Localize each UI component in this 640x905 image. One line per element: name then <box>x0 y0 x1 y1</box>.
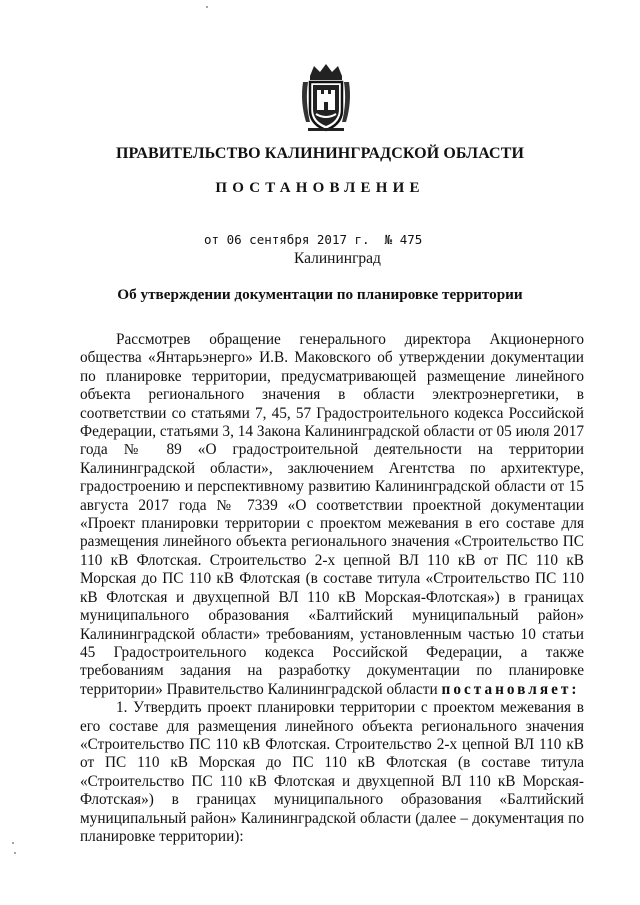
number-prefix: № <box>384 232 393 247</box>
government-title: ПРАВИТЕЛЬСТВО КАЛИНИНГРАДСКОЙ ОБЛАСТИ <box>115 145 525 162</box>
preamble-text: Рассмотрев обращение генерального директора Акционерного общества «Янтарьэнерго» И.В. Маковского об утверждении документации по планировке территории, предусматривающей размещение линейного объекта регионального значения в области электроэнергетики, в соответствии со статьями 7, 45, 57 Градостроительного кодекса Российской Федерации, статьями 3, 14 Закона Калининградской области от 05 июля 2017 года № 89 «О градостроительной деятельности на территории Калининградской области», заключением Агентства по архитектуре, градостроению и перспективному развитию Калининградской области от 15 августа 2017 года № 7339 «О соответствии проектной документации «Проект планировки территории с проектом межевания в его составе для размещения линейного объекта регионального значения «Строительство ПС 110 кВ Флотская. Строительство 2-х цепной ВЛ 110 кВ от ПС 110 кВ Морская до ПС 110 кВ Флотская (в составе титула «Строительство ПС 110 кВ Флотская и двухцепной ВЛ 110 кВ Морская-Флотская») в границах муниципального образования «Балтийский муниципальный район» Калининградской области» требованиям, установленным частью 10 статьи 45 Градостроительного кодекса Российской Федерации, а также требованиям задания на разработку документации по планировке территории» Правительство Калининградской области <box>80 331 584 698</box>
document-body <box>80 331 584 846</box>
document-number: 475 <box>399 232 423 247</box>
scan-dot <box>206 6 208 8</box>
date-prefix: от <box>204 232 220 247</box>
date-number-line <box>204 232 422 247</box>
document-type: ПОСТАНОВЛЕНИЕ <box>215 180 425 196</box>
document-subject: Об утверждении документации по планировке территории <box>117 286 523 303</box>
scan-dot <box>14 852 16 854</box>
preamble-paragraph <box>80 331 584 699</box>
item-1-paragraph: 1. Утвердить проект планировки территории с проектом межевания в его составе для размещения линейного объекта регионального значения «Строительство ПС 110 кВ Флотская. Строительство 2-х цепной ВЛ 110 кВ от ПС 110 кВ Морская до ПС 110 кВ Флотская (в составе титула «Строительство ПС 110 кВ Флотская и двухцепной ВЛ 110 кВ Морская-Флотская») в границах муниципального образования «Балтийский муниципальный район» Калининградской области (далее – документация по планировке территории): <box>80 699 584 845</box>
document-date: 06 сентября 2017 г. <box>226 232 370 247</box>
decree-word: постановляет: <box>441 680 580 698</box>
scan-dot <box>12 842 14 844</box>
city: Калининград <box>294 250 381 267</box>
coat-of-arms-icon <box>300 62 352 134</box>
